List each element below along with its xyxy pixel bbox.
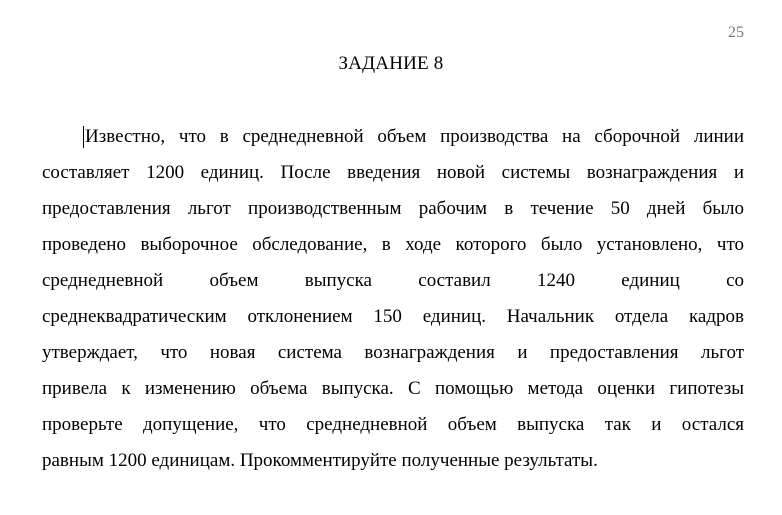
paragraph-line[interactable]: равным 1200 единицам. Прокомментируйте полученные результаты. — [42, 450, 598, 471]
paragraph-line[interactable]: проверьте допущение, что среднедневной объем выпуска так и остался — [42, 414, 744, 435]
text-cursor — [83, 126, 84, 148]
page-number: 25 — [728, 24, 744, 41]
paragraph-line[interactable]: привела к изменению объема выпуска. С помощью метода оценки гипотезы — [42, 378, 744, 399]
task-heading: ЗАДАНИЕ 8 — [338, 53, 444, 74]
paragraph-line[interactable]: среднеквадратическим отклонением 150 единиц. Начальник отдела кадров — [42, 306, 744, 327]
paragraph-line[interactable]: предоставления льгот производственным рабочим в течение 50 дней было — [42, 198, 744, 219]
paragraph-line-text: Известно, что в среднедневной объем производства на сборочной линии — [85, 126, 744, 147]
paragraph-line[interactable] — [42, 124, 744, 160]
paragraph-line[interactable]: проведено выборочное обследование, в ходе которого было установлено, что — [42, 234, 744, 255]
paragraph-line[interactable]: среднедневной объем выпуска составил 1240 единиц со — [42, 270, 744, 291]
task-paragraph[interactable] — [42, 124, 744, 484]
paragraph-line[interactable]: утверждает, что новая система вознаграждения и предоставления льгот — [42, 342, 744, 363]
paragraph-line[interactable]: составляет 1200 единиц. После введения новой системы вознаграждения и — [42, 162, 744, 183]
